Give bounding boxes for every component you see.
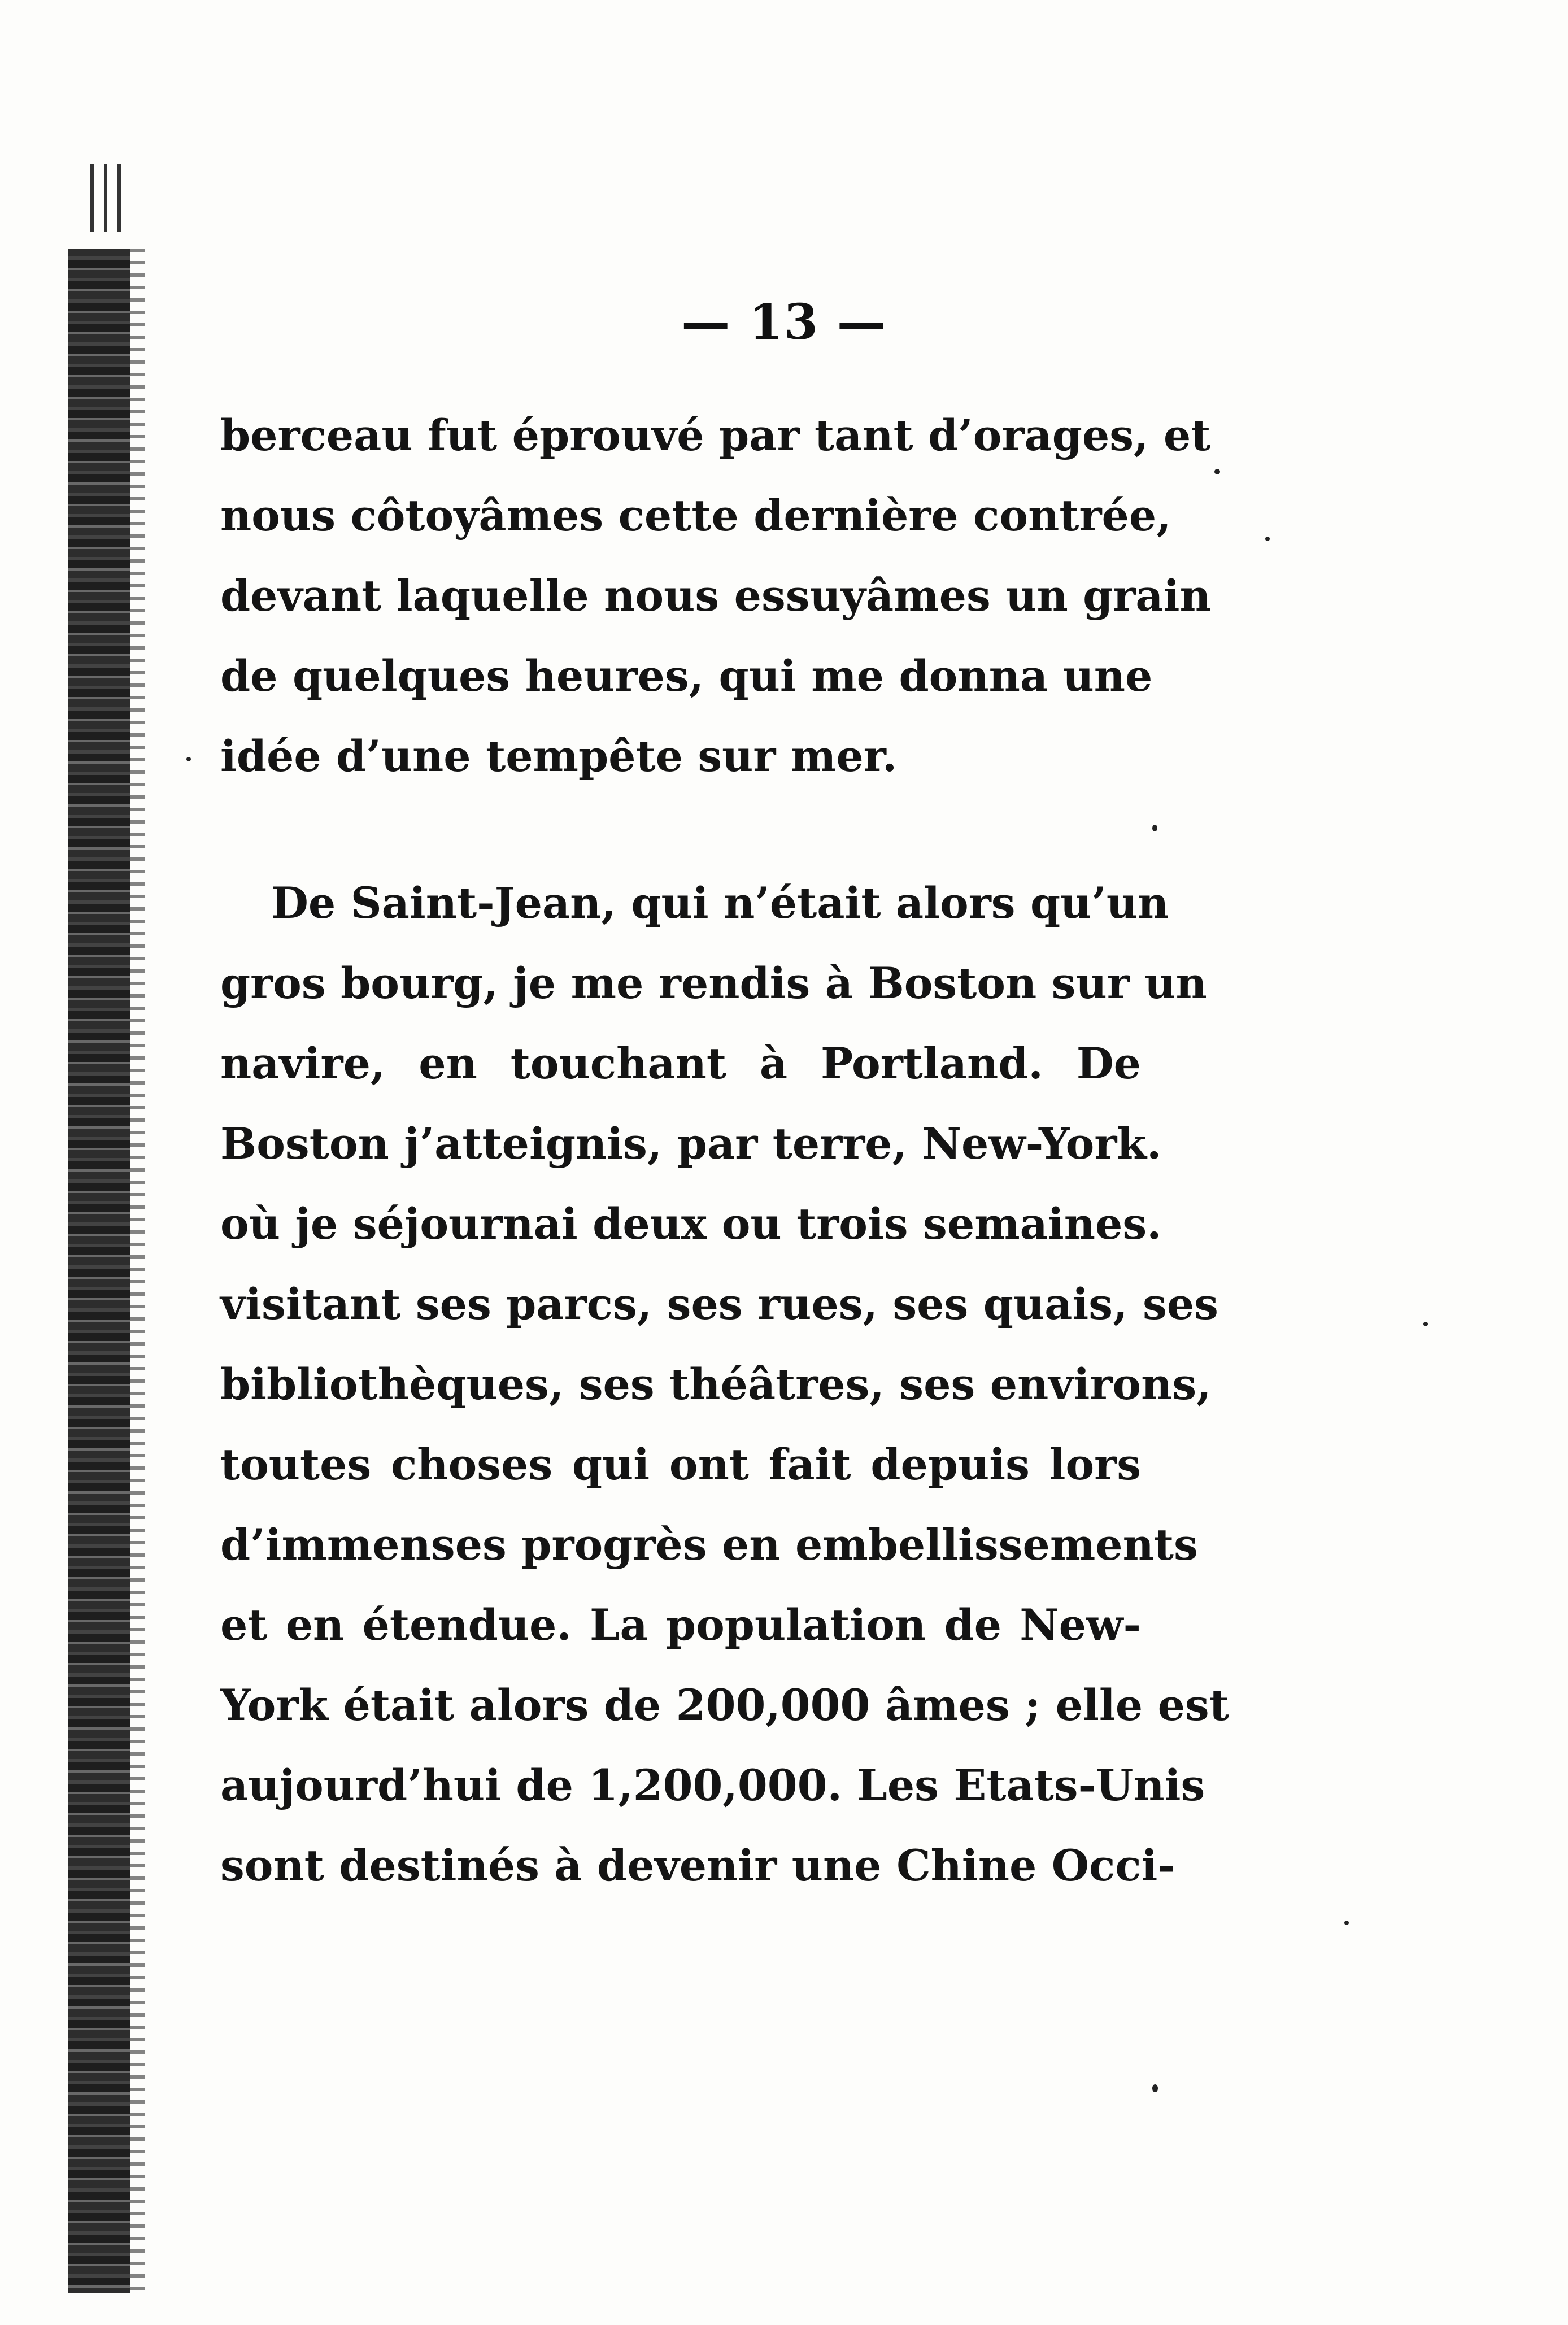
- text-line: York était alors de 200,000 âmes ; elle est: [220, 1680, 1229, 1730]
- text-line: de quelques heures, qui me donna une: [220, 651, 1153, 701]
- text-line: sont destinés à devenir une Chine Occi-: [220, 1840, 1175, 1891]
- text-line: nous côtoyâmes cette dernière contrée,: [220, 490, 1171, 541]
- scan-speck: [1344, 1921, 1349, 1925]
- text-line: visitant ses parcs, ses rues, ses quais, ses: [220, 1279, 1218, 1329]
- text-line: gros bourg, je me rendis à Boston sur un: [220, 958, 1207, 1008]
- text-line: idée d’une tempête sur mer.: [220, 731, 898, 781]
- text-line: berceau fut éprouvé par tant d’orages, et: [220, 410, 1211, 460]
- text-line: d’immenses progrès en embellissements: [220, 1519, 1198, 1570]
- paragraph-2: [220, 863, 1229, 1906]
- binding-marks: [85, 164, 130, 232]
- text-line: où je séjournai deux ou trois semaines.: [220, 1199, 1162, 1249]
- page-number: — 13 —: [681, 294, 887, 351]
- scan-speck: [1423, 1322, 1428, 1326]
- scan-speck: [1152, 825, 1157, 831]
- scan-speck: [186, 757, 191, 761]
- text-line: devant laquelle nous essuyâmes un grain: [220, 571, 1211, 621]
- scan-speck: [1152, 2084, 1158, 2092]
- text-line: toutes choses qui ont fait depuis lors: [220, 1439, 1141, 1490]
- scanned-binding-edge: [68, 249, 130, 2293]
- page-body-text: [220, 395, 1229, 1906]
- text-line: De Saint-Jean, qui n’était alors qu’un: [271, 878, 1169, 928]
- text-line: navire, en touchant à Portland. De: [220, 1038, 1141, 1089]
- scan-speck: [1214, 469, 1220, 474]
- text-line: bibliothèques, ses théâtres, ses environs,: [220, 1359, 1212, 1409]
- scan-speck: [1265, 537, 1270, 541]
- text-line: Boston j’atteignis, par terre, New-York.: [220, 1118, 1162, 1169]
- paragraph-1: [220, 395, 1211, 796]
- text-line: aujourd’hui de 1,200,000. Les Etats-Unis: [220, 1760, 1205, 1810]
- text-line: et en étendue. La population de New-: [220, 1600, 1141, 1650]
